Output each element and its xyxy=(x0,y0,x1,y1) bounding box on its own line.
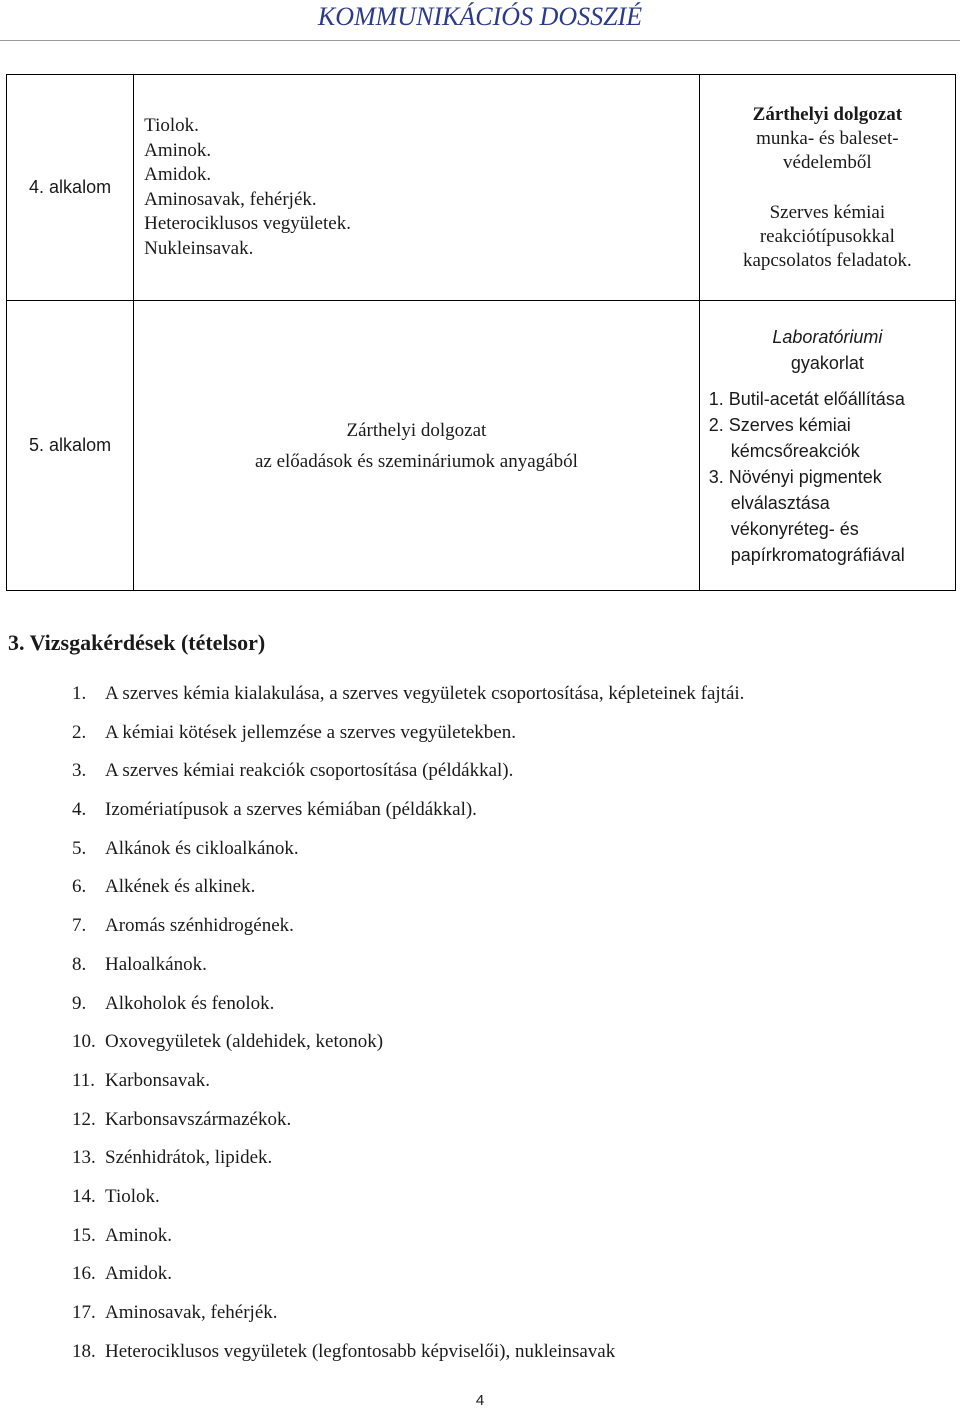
exam-cell xyxy=(699,75,955,301)
lesson-label: 5. alkalom xyxy=(7,301,134,591)
question-text: Karbonsavak. xyxy=(105,1069,210,1091)
exam-title: Zárthelyi dolgozat xyxy=(752,103,903,125)
exam-subtitle: az előadások és szemináriumok anyagából xyxy=(254,450,578,472)
exam-line: reakciótípusokkal xyxy=(759,225,895,247)
question-number: 17. xyxy=(72,1302,96,1323)
lab-item xyxy=(700,464,955,568)
question-number: 7. xyxy=(72,915,87,937)
question-text: Aromás szénhidrogének. xyxy=(105,915,294,937)
list-item xyxy=(72,760,744,799)
question-number: 18. xyxy=(72,1340,96,1362)
list-item xyxy=(72,722,744,761)
question-number: 6. xyxy=(72,876,87,898)
exam-line: Szerves kémiai xyxy=(769,201,886,223)
question-text: Szénhidrátok, lipidek. xyxy=(105,1147,273,1169)
question-text: Aminosavak, fehérjék. xyxy=(105,1302,278,1323)
exam-line: kapcsolatos feladatok. xyxy=(742,249,912,271)
list-item xyxy=(72,915,744,954)
topic-item: Aminosavak, fehérjék. xyxy=(144,188,317,210)
list-item xyxy=(72,1302,744,1341)
exam-line: védelemből xyxy=(783,151,872,173)
question-number: 10. xyxy=(72,1031,96,1053)
question-number: 1. xyxy=(72,683,87,704)
question-number: 16. xyxy=(72,1263,96,1285)
question-text: Alkének és alkinek. xyxy=(105,876,256,898)
question-number: 4. xyxy=(72,799,87,821)
list-item xyxy=(72,993,744,1032)
header-divider xyxy=(0,40,960,41)
topics-cell xyxy=(134,75,700,301)
question-number: 14. xyxy=(72,1185,96,1207)
topic-item: Tiolok. xyxy=(144,115,199,136)
exam-title: Zárthelyi dolgozat xyxy=(346,419,487,441)
question-text: Alkoholok és fenolok. xyxy=(105,992,275,1014)
question-text: A kémiai kötések jellemzése a szerves vegyületekben. xyxy=(105,721,516,743)
list-item xyxy=(72,1147,744,1186)
question-number: 15. xyxy=(72,1224,96,1246)
question-text: Haloalkánok. xyxy=(105,953,207,975)
list-item xyxy=(72,1186,744,1225)
lab-item-text: 3. Növényi pigmentek xyxy=(708,466,882,487)
question-text: Tiolok. xyxy=(105,1185,160,1207)
exam-line: munka- és baleset- xyxy=(756,127,899,149)
lab-item xyxy=(700,412,955,464)
schedule-row-5 xyxy=(7,301,956,591)
lab-item xyxy=(700,386,955,412)
list-item xyxy=(72,1263,744,1302)
question-number: 3. xyxy=(72,760,87,782)
schedule-table xyxy=(6,74,956,591)
topic-item: Heterociklusos vegyületek. xyxy=(144,213,351,234)
exam-question-list xyxy=(72,683,744,1379)
question-number: 11. xyxy=(72,1069,96,1091)
lab-cell xyxy=(699,301,955,591)
question-text: Oxovegyületek (aldehidek, ketonok) xyxy=(105,1031,384,1053)
page-number: 4 xyxy=(475,1392,485,1409)
lab-subtitle: gyakorlat xyxy=(790,352,864,373)
document-header-title: KOMMUNIKÁCIÓS DOSSZIÉ xyxy=(317,2,643,31)
list-item xyxy=(72,1225,744,1264)
question-text: A szerves kémia kialakulása, a szerves vegyületek csoportosítása, képleteinek fajtái. xyxy=(105,683,745,704)
list-item xyxy=(72,1070,744,1109)
section-title: 3. Vizsgakérdések (tételsor) xyxy=(8,630,266,655)
topic-item: Amidok. xyxy=(144,164,212,185)
list-item xyxy=(72,683,744,722)
lab-item-text: elválasztása xyxy=(730,492,830,513)
lab-item-text: 1. Butil-acetát előállítása xyxy=(708,388,905,409)
lab-title: Laboratóriumi xyxy=(772,326,883,347)
list-item xyxy=(72,1031,744,1070)
question-number: 12. xyxy=(72,1108,96,1130)
lab-item-text: vékonyréteg- és xyxy=(730,518,859,539)
question-number: 8. xyxy=(72,953,87,975)
question-number: 2. xyxy=(72,721,87,743)
question-number: 5. xyxy=(72,837,87,859)
question-text: A szerves kémiai reakciók csoportosítása (példákkal). xyxy=(105,760,514,782)
list-item xyxy=(72,954,744,993)
lab-item-text: papírkromatográfiával xyxy=(730,544,905,565)
list-item xyxy=(72,1341,744,1380)
question-number: 9. xyxy=(72,992,87,1014)
question-text: Aminok. xyxy=(105,1224,173,1246)
list-item xyxy=(72,876,744,915)
list-item xyxy=(72,838,744,877)
lab-item-text: kémcsőreakciók xyxy=(730,440,860,461)
topic-item: Nukleinsavak. xyxy=(144,237,254,259)
lesson-label: 4. alkalom xyxy=(7,75,134,301)
question-text: Karbonsavszármazékok. xyxy=(105,1108,292,1130)
list-item xyxy=(72,799,744,838)
topic-item: Aminok. xyxy=(144,139,212,161)
question-text: Alkánok és cikloalkánok. xyxy=(105,837,299,859)
exam-cell xyxy=(134,301,700,591)
list-item xyxy=(72,1109,744,1148)
question-text: Izomériatípusok a szerves kémiában (példákkal). xyxy=(105,799,477,821)
schedule-row-4 xyxy=(7,75,956,301)
question-text: Heterociklusos vegyületek (legfontosabb képviselői), nukleinsavak xyxy=(105,1340,616,1362)
question-number: 13. xyxy=(72,1147,96,1169)
lab-item-text: 2. Szerves kémiai xyxy=(708,414,851,435)
question-text: Amidok. xyxy=(105,1263,173,1285)
